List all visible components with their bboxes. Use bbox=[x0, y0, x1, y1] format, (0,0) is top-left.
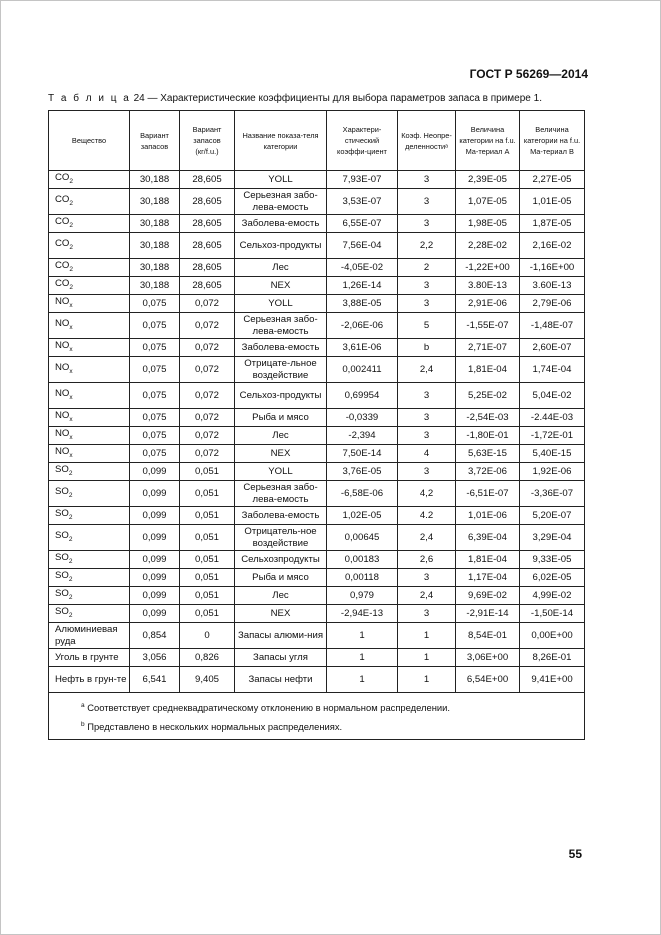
material-b-cell: 2,60E-07 bbox=[520, 339, 585, 357]
coefficient-cell: 6,55E-07 bbox=[327, 215, 398, 233]
stock-variant-cell: 0,075 bbox=[130, 357, 180, 383]
substance-cell bbox=[49, 445, 130, 463]
table-row bbox=[49, 427, 585, 445]
substance-subscript: 2 bbox=[68, 557, 73, 565]
substance-cell bbox=[49, 525, 130, 551]
table-row bbox=[49, 605, 585, 623]
stock-variant-cell: 0,099 bbox=[130, 551, 180, 569]
table-row bbox=[49, 259, 585, 277]
category-name-cell: Запасы нефти bbox=[235, 667, 327, 693]
category-name-cell: Лес bbox=[235, 587, 327, 605]
uncertainty-cell: b bbox=[398, 339, 456, 357]
substance-subscript: x bbox=[69, 415, 73, 423]
stock-variant-kg-cell: 28,605 bbox=[180, 189, 235, 215]
table-row bbox=[49, 357, 585, 383]
caption-label: Т а б л и ц а bbox=[48, 93, 131, 104]
table-caption bbox=[48, 93, 542, 104]
material-b-cell: 6,02E-05 bbox=[520, 569, 585, 587]
coefficient-cell: 3,61E-06 bbox=[327, 339, 398, 357]
category-name-cell: NEX bbox=[235, 445, 327, 463]
substance-cell bbox=[49, 649, 130, 667]
category-name-cell: Рыба и мясо bbox=[235, 569, 327, 587]
coefficient-cell: -2,06E-06 bbox=[327, 313, 398, 339]
substance-subscript: x bbox=[69, 393, 73, 401]
column-header: Вариант запасов (кг/f.u.) bbox=[180, 111, 235, 171]
material-b-cell: 1,01E-05 bbox=[520, 189, 585, 215]
stock-variant-kg-cell: 28,605 bbox=[180, 171, 235, 189]
stock-variant-cell: 0,854 bbox=[130, 623, 180, 649]
column-header: Вещество bbox=[49, 111, 130, 171]
column-header: Характери-стический коэффи-циент bbox=[327, 111, 398, 171]
table-row bbox=[49, 587, 585, 605]
category-name-cell: NEX bbox=[235, 605, 327, 623]
material-a-cell: -6,51E-07 bbox=[456, 481, 520, 507]
category-name-cell: Заболева-емость bbox=[235, 215, 327, 233]
material-b-cell: 3.60E-13 bbox=[520, 277, 585, 295]
table-row bbox=[49, 445, 585, 463]
substance-name: SO bbox=[55, 507, 69, 519]
page-number: 55 bbox=[568, 847, 582, 861]
table-row bbox=[49, 409, 585, 427]
substance-subscript: x bbox=[69, 433, 73, 441]
uncertainty-cell: 3 bbox=[398, 463, 456, 481]
coefficient-cell: -2,94E-13 bbox=[327, 605, 398, 623]
uncertainty-cell: 4,2 bbox=[398, 481, 456, 507]
material-b-cell: 8,26E-01 bbox=[520, 649, 585, 667]
substance-cell bbox=[49, 233, 130, 259]
stock-variant-kg-cell: 0 bbox=[180, 623, 235, 649]
coefficient-cell: 0,00118 bbox=[327, 569, 398, 587]
category-name-cell: Запасы алюми-ния bbox=[235, 623, 327, 649]
substance-name: SO bbox=[55, 529, 69, 541]
coefficient-cell: 0,979 bbox=[327, 587, 398, 605]
material-a-cell: -1,22E+00 bbox=[456, 259, 520, 277]
column-header: Величина категории на f.u. Ма-териал В bbox=[520, 111, 585, 171]
stock-variant-kg-cell: 0,072 bbox=[180, 409, 235, 427]
stock-variant-cell: 0,075 bbox=[130, 313, 180, 339]
category-name-cell: Рыба и мясо bbox=[235, 409, 327, 427]
stock-variant-kg-cell: 0,051 bbox=[180, 481, 235, 507]
stock-variant-kg-cell: 0,072 bbox=[180, 445, 235, 463]
table-row bbox=[49, 189, 585, 215]
uncertainty-cell: 1 bbox=[398, 667, 456, 693]
substance-cell bbox=[49, 623, 130, 649]
material-a-cell: 2,71E-07 bbox=[456, 339, 520, 357]
material-a-cell: 6,54E+00 bbox=[456, 667, 520, 693]
substance-cell bbox=[49, 189, 130, 215]
coefficient-cell: -6,58E-06 bbox=[327, 481, 398, 507]
uncertainty-cell: 2,4 bbox=[398, 587, 456, 605]
stock-variant-kg-cell: 0,826 bbox=[180, 649, 235, 667]
stock-variant-cell: 0,099 bbox=[130, 481, 180, 507]
footnote-text: Соответствует среднеквадратическому отклонению в нормальном распределении. bbox=[87, 702, 450, 714]
stock-variant-cell: 0,075 bbox=[130, 339, 180, 357]
coefficient-cell: 3,53E-07 bbox=[327, 189, 398, 215]
material-a-cell: 3.80E-13 bbox=[456, 277, 520, 295]
coefficient-cell: 7,93E-07 bbox=[327, 171, 398, 189]
stock-variant-kg-cell: 0,051 bbox=[180, 569, 235, 587]
substance-name: CO bbox=[55, 171, 70, 183]
material-a-cell: 1,98E-05 bbox=[456, 215, 520, 233]
substance-cell bbox=[49, 171, 130, 189]
stock-variant-kg-cell: 0,051 bbox=[180, 551, 235, 569]
stock-variant-kg-cell: 0,072 bbox=[180, 427, 235, 445]
substance-subscript: 2 bbox=[69, 199, 74, 207]
table-header-row bbox=[49, 111, 585, 171]
table-row bbox=[49, 525, 585, 551]
table-row bbox=[49, 383, 585, 409]
stock-variant-kg-cell: 0,072 bbox=[180, 357, 235, 383]
caption-number: 24 bbox=[133, 93, 145, 104]
footnote-text: Представлено в нескольких нормальных распределениях. bbox=[87, 721, 343, 733]
coefficient-cell: -2,394 bbox=[327, 427, 398, 445]
substance-name: NO bbox=[55, 339, 70, 351]
material-a-cell: -1,55E-07 bbox=[456, 313, 520, 339]
uncertainty-cell: 3 bbox=[398, 569, 456, 587]
substance-cell bbox=[49, 215, 130, 233]
material-a-cell: -2,91E-14 bbox=[456, 605, 520, 623]
material-b-cell: 4,99E-02 bbox=[520, 587, 585, 605]
uncertainty-cell: 3 bbox=[398, 383, 456, 409]
uncertainty-cell: 5 bbox=[398, 313, 456, 339]
table-row bbox=[49, 295, 585, 313]
substance-name: SO bbox=[55, 551, 69, 563]
category-name-cell: Лес bbox=[235, 259, 327, 277]
stock-variant-cell: 0,075 bbox=[130, 295, 180, 313]
material-a-cell: 2,39E-05 bbox=[456, 171, 520, 189]
table-row bbox=[49, 277, 585, 295]
caption-text: Характеристические коэффициенты для выбора параметров запаса в примере 1. bbox=[160, 93, 542, 104]
material-a-cell: 9,69E-02 bbox=[456, 587, 520, 605]
stock-variant-cell: 30,188 bbox=[130, 215, 180, 233]
coefficient-cell: 1,02E-05 bbox=[327, 507, 398, 525]
substance-subscript: 2 bbox=[68, 535, 73, 543]
material-a-cell: 1,17E-04 bbox=[456, 569, 520, 587]
coefficient-cell: 7,56E-04 bbox=[327, 233, 398, 259]
uncertainty-cell: 4 bbox=[398, 445, 456, 463]
substance-cell bbox=[49, 313, 130, 339]
column-header: Коэф. Неопре-деленностиᵃ bbox=[398, 111, 456, 171]
category-name-cell: YOLL bbox=[235, 295, 327, 313]
category-name-cell: Заболева-емость bbox=[235, 339, 327, 357]
table-row bbox=[49, 339, 585, 357]
category-name-cell: Сельхозпродукты bbox=[235, 551, 327, 569]
stock-variant-cell: 0,075 bbox=[130, 427, 180, 445]
table-row bbox=[49, 215, 585, 233]
substance-subscript: 2 bbox=[69, 265, 74, 273]
material-b-cell: 9,33E-05 bbox=[520, 551, 585, 569]
uncertainty-cell: 3 bbox=[398, 171, 456, 189]
column-header: Вариант запасов bbox=[130, 111, 180, 171]
material-b-cell: 1,92E-06 bbox=[520, 463, 585, 481]
substance-name: Нефть в грун-те bbox=[55, 673, 127, 685]
table-row bbox=[49, 569, 585, 587]
substance-subscript: x bbox=[69, 323, 73, 331]
substance-cell bbox=[49, 357, 130, 383]
category-name-cell: NEX bbox=[235, 277, 327, 295]
footnotes-row bbox=[49, 693, 585, 740]
material-a-cell: 2,28E-02 bbox=[456, 233, 520, 259]
coefficient-cell: 0,00183 bbox=[327, 551, 398, 569]
column-header: Величина категории на f.u. Ма-териал А bbox=[456, 111, 520, 171]
substance-cell bbox=[49, 551, 130, 569]
material-b-cell: -1,16E+00 bbox=[520, 259, 585, 277]
uncertainty-cell: 1 bbox=[398, 649, 456, 667]
uncertainty-cell: 3 bbox=[398, 409, 456, 427]
substance-subscript: 2 bbox=[69, 243, 74, 251]
substance-subscript: 2 bbox=[68, 593, 73, 601]
substance-name: SO bbox=[55, 587, 69, 599]
stock-variant-kg-cell: 0,072 bbox=[180, 313, 235, 339]
substance-cell bbox=[49, 463, 130, 481]
material-a-cell: -2,54E-03 bbox=[456, 409, 520, 427]
footnote bbox=[81, 697, 574, 716]
substance-cell bbox=[49, 339, 130, 357]
table-row bbox=[49, 649, 585, 667]
stock-variant-kg-cell: 0,051 bbox=[180, 605, 235, 623]
substance-name: Алюминиевая руда bbox=[55, 624, 118, 647]
table-row bbox=[49, 507, 585, 525]
uncertainty-cell: 3 bbox=[398, 277, 456, 295]
material-a-cell: 1,01E-06 bbox=[456, 507, 520, 525]
category-name-cell: Серьезная забо-лева-емость bbox=[235, 313, 327, 339]
material-a-cell: 1,81E-04 bbox=[456, 551, 520, 569]
material-a-cell: 1,07E-05 bbox=[456, 189, 520, 215]
category-name-cell: Сельхоз-продукты bbox=[235, 233, 327, 259]
substance-name: SO bbox=[55, 463, 69, 475]
substance-cell bbox=[49, 259, 130, 277]
stock-variant-cell: 30,188 bbox=[130, 277, 180, 295]
coefficient-cell: 0,002411 bbox=[327, 357, 398, 383]
stock-variant-kg-cell: 0,072 bbox=[180, 383, 235, 409]
stock-variant-cell: 0,099 bbox=[130, 507, 180, 525]
stock-variant-kg-cell: 0,051 bbox=[180, 525, 235, 551]
material-a-cell: 3,06E+00 bbox=[456, 649, 520, 667]
uncertainty-cell: 3 bbox=[398, 215, 456, 233]
table-row bbox=[49, 171, 585, 189]
substance-subscript: x bbox=[69, 451, 73, 459]
footnote-mark: a bbox=[81, 702, 85, 709]
material-a-cell: 8,54E-01 bbox=[456, 623, 520, 649]
stock-variant-cell: 0,099 bbox=[130, 463, 180, 481]
material-b-cell: -1,48E-07 bbox=[520, 313, 585, 339]
material-a-cell: 2,91E-06 bbox=[456, 295, 520, 313]
stock-variant-kg-cell: 28,605 bbox=[180, 277, 235, 295]
substance-subscript: 2 bbox=[68, 469, 73, 477]
table-row bbox=[49, 667, 585, 693]
category-name-cell: Серьезная забо-лева-емость bbox=[235, 189, 327, 215]
substance-name: CO bbox=[55, 277, 70, 289]
coefficient-cell: -4,05E-02 bbox=[327, 259, 398, 277]
material-a-cell: 6,39E-04 bbox=[456, 525, 520, 551]
uncertainty-cell: 3 bbox=[398, 295, 456, 313]
material-a-cell: -1,80E-01 bbox=[456, 427, 520, 445]
column-header: Название показа-теля категории bbox=[235, 111, 327, 171]
uncertainty-cell: 2 bbox=[398, 259, 456, 277]
coefficient-cell: 1 bbox=[327, 667, 398, 693]
material-b-cell: 2,16E-02 bbox=[520, 233, 585, 259]
stock-variant-cell: 0,075 bbox=[130, 409, 180, 427]
stock-variant-kg-cell: 0,051 bbox=[180, 463, 235, 481]
category-name-cell: Серьезная забо-лева-емость bbox=[235, 481, 327, 507]
coefficient-cell: -0,0339 bbox=[327, 409, 398, 427]
stock-variant-cell: 0,099 bbox=[130, 587, 180, 605]
material-b-cell: 5,04E-02 bbox=[520, 383, 585, 409]
table-body bbox=[49, 171, 585, 740]
category-name-cell: Лес bbox=[235, 427, 327, 445]
stock-variant-cell: 6,541 bbox=[130, 667, 180, 693]
table-row bbox=[49, 463, 585, 481]
stock-variant-cell: 0,075 bbox=[130, 383, 180, 409]
coefficient-cell: 7,50E-14 bbox=[327, 445, 398, 463]
substance-name: SO bbox=[55, 485, 69, 497]
category-name-cell: Отрицате-льное воздействие bbox=[235, 357, 327, 383]
coefficient-cell: 0,69954 bbox=[327, 383, 398, 409]
substance-name: NO bbox=[55, 317, 70, 329]
uncertainty-cell: 3 bbox=[398, 605, 456, 623]
footnote-mark: b bbox=[81, 721, 85, 729]
stock-variant-cell: 0,099 bbox=[130, 605, 180, 623]
substance-subscript: 2 bbox=[69, 221, 74, 229]
table-row bbox=[49, 551, 585, 569]
caption-dash: — bbox=[147, 93, 158, 104]
material-b-cell: 2,79E-06 bbox=[520, 295, 585, 313]
material-a-cell: 1,81E-04 bbox=[456, 357, 520, 383]
substance-subscript: 2 bbox=[69, 177, 74, 185]
stock-variant-kg-cell: 0,072 bbox=[180, 295, 235, 313]
uncertainty-cell: 1 bbox=[398, 623, 456, 649]
substance-name: NO bbox=[55, 409, 70, 421]
stock-variant-cell: 30,188 bbox=[130, 171, 180, 189]
substance-name: SO bbox=[55, 569, 69, 581]
uncertainty-cell: 2,6 bbox=[398, 551, 456, 569]
substance-subscript: x bbox=[69, 367, 73, 375]
material-b-cell: -2.44E-03 bbox=[520, 409, 585, 427]
material-b-cell: 0,00E+00 bbox=[520, 623, 585, 649]
substance-subscript: 2 bbox=[68, 513, 73, 521]
stock-variant-kg-cell: 0,051 bbox=[180, 587, 235, 605]
substance-subscript: x bbox=[69, 345, 73, 353]
substance-cell bbox=[49, 587, 130, 605]
material-b-cell: -1,50E-14 bbox=[520, 605, 585, 623]
coefficient-cell: 3,88E-05 bbox=[327, 295, 398, 313]
substance-cell bbox=[49, 295, 130, 313]
material-a-cell: 5,63E-15 bbox=[456, 445, 520, 463]
material-a-cell: 5,25E-02 bbox=[456, 383, 520, 409]
coefficient-cell: 3,76E-05 bbox=[327, 463, 398, 481]
material-b-cell: -3,36E-07 bbox=[520, 481, 585, 507]
table-row bbox=[49, 233, 585, 259]
substance-name: CO bbox=[55, 193, 70, 205]
substance-cell bbox=[49, 481, 130, 507]
category-name-cell: Запасы угля bbox=[235, 649, 327, 667]
material-b-cell: 3,29E-04 bbox=[520, 525, 585, 551]
stock-variant-cell: 0,075 bbox=[130, 445, 180, 463]
coefficient-cell: 1 bbox=[327, 623, 398, 649]
stock-variant-cell: 0,099 bbox=[130, 525, 180, 551]
footnotes-cell bbox=[49, 693, 585, 740]
substance-name: SO bbox=[55, 605, 69, 617]
stock-variant-kg-cell: 0,051 bbox=[180, 507, 235, 525]
substance-subscript: 2 bbox=[68, 575, 73, 583]
material-b-cell: 5,20E-07 bbox=[520, 507, 585, 525]
substance-name: NO bbox=[55, 361, 70, 373]
substance-name: CO bbox=[55, 259, 70, 271]
category-name-cell: YOLL bbox=[235, 463, 327, 481]
uncertainty-cell: 2,2 bbox=[398, 233, 456, 259]
stock-variant-cell: 3,056 bbox=[130, 649, 180, 667]
substance-subscript: x bbox=[69, 301, 73, 309]
stock-variant-kg-cell: 28,605 bbox=[180, 233, 235, 259]
substance-name: NO bbox=[55, 295, 70, 307]
footnote bbox=[81, 716, 574, 735]
category-name-cell: Сельхоз-продукты bbox=[235, 383, 327, 409]
stock-variant-kg-cell: 0,072 bbox=[180, 339, 235, 357]
substance-cell bbox=[49, 383, 130, 409]
stock-variant-kg-cell: 28,605 bbox=[180, 215, 235, 233]
substance-cell bbox=[49, 427, 130, 445]
table-row bbox=[49, 623, 585, 649]
coefficient-cell: 1 bbox=[327, 649, 398, 667]
uncertainty-cell: 2,4 bbox=[398, 525, 456, 551]
substance-cell bbox=[49, 569, 130, 587]
substance-cell bbox=[49, 667, 130, 693]
stock-variant-cell: 30,188 bbox=[130, 189, 180, 215]
substance-cell bbox=[49, 605, 130, 623]
coefficients-table bbox=[48, 110, 585, 740]
uncertainty-cell: 3 bbox=[398, 189, 456, 215]
substance-name: NO bbox=[55, 387, 70, 399]
stock-variant-cell: 0,099 bbox=[130, 569, 180, 587]
uncertainty-cell: 4.2 bbox=[398, 507, 456, 525]
substance-subscript: 2 bbox=[68, 491, 73, 499]
table-row bbox=[49, 481, 585, 507]
coefficient-cell: 0,00645 bbox=[327, 525, 398, 551]
material-b-cell: 9,41E+00 bbox=[520, 667, 585, 693]
material-b-cell: 1,74E-04 bbox=[520, 357, 585, 383]
stock-variant-kg-cell: 28,605 bbox=[180, 259, 235, 277]
substance-name: NO bbox=[55, 445, 70, 457]
category-name-cell: YOLL bbox=[235, 171, 327, 189]
stock-variant-cell: 30,188 bbox=[130, 259, 180, 277]
material-a-cell: 3,72E-06 bbox=[456, 463, 520, 481]
standard-designation: ГОСТ Р 56269—2014 bbox=[469, 67, 588, 81]
table-row bbox=[49, 313, 585, 339]
uncertainty-cell: 3 bbox=[398, 427, 456, 445]
substance-cell bbox=[49, 409, 130, 427]
substance-subscript: 2 bbox=[68, 611, 73, 619]
substance-name: CO bbox=[55, 237, 70, 249]
substance-name: CO bbox=[55, 215, 70, 227]
stock-variant-cell: 30,188 bbox=[130, 233, 180, 259]
material-b-cell: 1,87E-05 bbox=[520, 215, 585, 233]
material-b-cell: 5,40E-15 bbox=[520, 445, 585, 463]
category-name-cell: Заболева-емость bbox=[235, 507, 327, 525]
category-name-cell: Отрицатель-ное воздействие bbox=[235, 525, 327, 551]
material-b-cell: -1,72E-01 bbox=[520, 427, 585, 445]
substance-cell bbox=[49, 277, 130, 295]
uncertainty-cell: 2,4 bbox=[398, 357, 456, 383]
stock-variant-kg-cell: 9,405 bbox=[180, 667, 235, 693]
substance-name: NO bbox=[55, 427, 70, 439]
substance-name: Уголь в грунте bbox=[55, 651, 119, 663]
substance-cell bbox=[49, 507, 130, 525]
substance-subscript: 2 bbox=[69, 283, 74, 291]
material-b-cell: 2,27E-05 bbox=[520, 171, 585, 189]
coefficient-cell: 1,26E-14 bbox=[327, 277, 398, 295]
